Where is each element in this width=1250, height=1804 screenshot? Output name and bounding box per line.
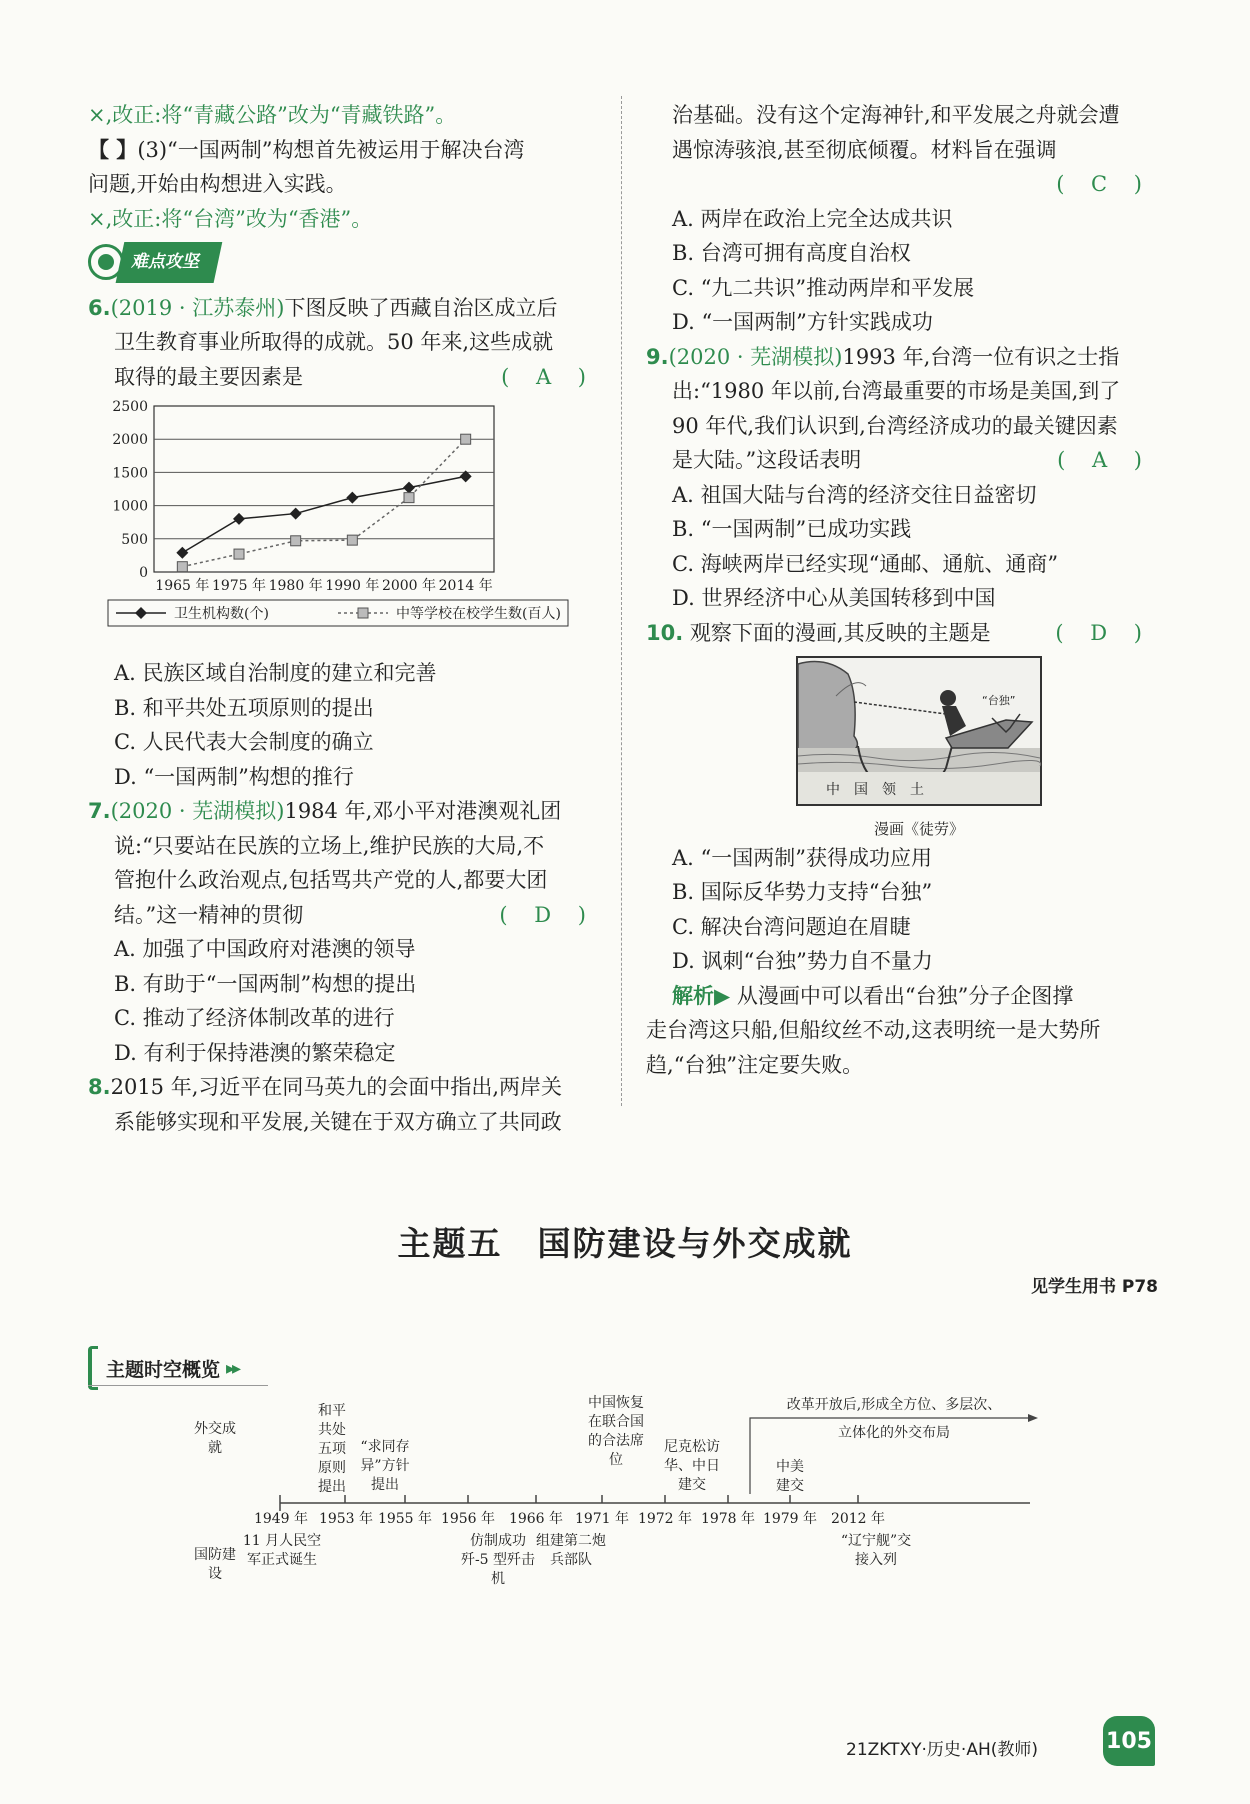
option: D. 有利于保持港澳的繁荣稳定 xyxy=(114,1040,396,1065)
option: C. 海峡两岸已经实现“通邮、通航、通商” xyxy=(672,551,1059,576)
question-text: 下图反映了西藏自治区成立后 xyxy=(284,295,558,320)
answer: ( A ) xyxy=(501,364,596,389)
question-number: 10. xyxy=(646,620,684,645)
option: D. 讽刺“台独”势力自不量力 xyxy=(672,949,933,973)
item-3 xyxy=(88,133,596,168)
question-text-with-answer xyxy=(646,443,1152,478)
question-source: (2020 · 芜湖模拟) xyxy=(110,799,285,823)
page-number: 105 xyxy=(1103,1716,1155,1766)
data-point xyxy=(346,492,358,504)
question-text: 说:“只要站在民族的立场上,维护民族的大局,不 xyxy=(114,833,545,858)
series-line xyxy=(182,476,465,552)
option: C. 推动了经济体制改革的进行 xyxy=(114,1006,395,1030)
y-tick-label: 500 xyxy=(121,531,148,548)
cartoon-image xyxy=(796,656,1042,806)
question-number: 8. xyxy=(88,1075,111,1099)
event-1978: 改革开放后,形成全方位、多层次、 xyxy=(786,1397,1002,1413)
x-tick-label: 1975 年 xyxy=(211,578,267,594)
analysis-text: 走台湾这只船,但船纹丝不动,这表明统一是大势所 xyxy=(646,1018,1101,1042)
question-text: 出:“1980 年以前,台湾最重要的市场是美国,到了 xyxy=(672,379,1121,403)
data-point xyxy=(291,536,301,546)
option: C. 解决台湾问题迫在眉睫 xyxy=(672,914,911,939)
student-book-reference: 见学生用书 P78 xyxy=(1030,1277,1158,1297)
question-text: 2015 年,习近平在同马英九的会面中指出,两岸关 xyxy=(110,1075,563,1099)
answer-line xyxy=(646,167,1152,202)
x-tick-label: 2014 年 xyxy=(438,578,493,594)
correction-1: ×,改正:将“青藏公路”改为“青藏铁路”。 xyxy=(88,103,457,127)
y-tick-label: 1000 xyxy=(112,498,148,515)
question-text: 是大陆。”这段话表明 xyxy=(672,448,862,472)
option: A. 祖国大陆与台湾的经济交往日益密切 xyxy=(672,482,1037,507)
option: B. 有助于“一国两制”构想的提出 xyxy=(114,971,417,996)
question-text: 取得的最主要因素是 xyxy=(114,364,303,389)
right-column xyxy=(646,98,1152,1082)
column-divider xyxy=(621,96,622,1106)
event-1972: 尼克松访华、中日建交 xyxy=(664,1439,720,1493)
double-chevron-icon: ▸▸ xyxy=(226,1357,239,1379)
y-tick-label: 0 xyxy=(139,565,148,581)
year-label: 1956 年 xyxy=(440,1511,496,1527)
analysis-line-1 xyxy=(646,979,1152,1014)
cartoon-caption: 漫画《徒劳》 xyxy=(873,819,964,838)
timeline xyxy=(190,1380,1070,1610)
year-label: 2012 年 xyxy=(830,1511,886,1527)
y-tick-label: 2000 xyxy=(112,432,148,449)
topic-title: 主题五 国防建设与外交成就 xyxy=(397,1224,853,1263)
question-text: 结。”这一精神的贯彻 xyxy=(114,902,304,927)
question-text: 卫生教育事业所取得的成就。50 年来,这些成就 xyxy=(114,330,554,354)
data-point xyxy=(176,547,188,559)
row-label-diplomacy: 外交成就 xyxy=(194,1421,236,1456)
question-number: 7. xyxy=(88,799,111,823)
series-line xyxy=(182,439,465,566)
option: C. “九二共识”推动两岸和平发展 xyxy=(672,275,975,300)
option: D. “一国两制”方针实践成功 xyxy=(672,310,933,334)
x-tick-label: 1980 年 xyxy=(268,578,323,594)
section-badge xyxy=(88,244,218,280)
question-text: 1993 年,台湾一位有识之士指 xyxy=(842,344,1120,369)
legend-marker xyxy=(358,608,368,618)
question-8 xyxy=(88,1070,596,1105)
answer: ( D ) xyxy=(1055,620,1152,645)
data-point xyxy=(234,549,244,559)
answer: ( C ) xyxy=(1056,172,1152,196)
question-source: (2020 · 芜湖模拟) xyxy=(668,344,843,369)
item-3-text-1: (3)“一国两制”构想首先被运用于解决台湾 xyxy=(137,137,525,162)
x-tick-label: 2000 年 xyxy=(381,578,437,594)
analysis-text: 从漫画中可以看出“台独”分子企图撑 xyxy=(736,983,1074,1008)
data-point xyxy=(461,434,471,444)
option: A. “一国两制”获得成功应用 xyxy=(672,845,932,870)
question-text: 观察下面的漫画,其反映的主题是 xyxy=(689,620,991,645)
option: C. 人民代表大会制度的确立 xyxy=(114,730,374,754)
question-text: 1984 年,邓小平对港澳观礼团 xyxy=(284,799,562,823)
event-1971: 中国恢复在联合国的合法席位 xyxy=(588,1395,644,1468)
item-3-text-2: 问题,开始由构想进入实践。 xyxy=(88,172,347,196)
year-label: 1966 年 xyxy=(508,1511,564,1527)
section-badge-label: 难点攻坚 xyxy=(116,242,223,283)
event-1955: “求同存异”方针提出 xyxy=(360,1439,410,1493)
question-source: (2019 · 江苏泰州) xyxy=(110,295,285,320)
question-7 xyxy=(88,794,596,829)
option: A. 民族区域自治制度的建立和完善 xyxy=(114,661,437,685)
option: A. 加强了中国政府对港澳的领导 xyxy=(114,937,416,961)
event-1949: 11 月人民空军正式诞生 xyxy=(242,1533,322,1568)
question-text: 90 年代,我们认识到,台湾经济成功的最关键因素 xyxy=(672,413,1118,438)
data-point xyxy=(403,482,415,494)
year-label: 1953 年 xyxy=(318,1511,374,1527)
event-1978-cont: 立体化的外交布局 xyxy=(838,1425,950,1441)
question-9 xyxy=(646,340,1152,375)
option: D. 世界经济中心从美国转移到中国 xyxy=(672,586,996,610)
year-label: 1978 年 xyxy=(700,1511,756,1527)
year-label: 1971 年 xyxy=(574,1511,630,1527)
chart-svg xyxy=(88,398,588,650)
question-text-with-answer xyxy=(88,360,596,395)
option: B. “一国两制”已成功实践 xyxy=(672,517,912,541)
option: B. 台湾可拥有高度自治权 xyxy=(672,241,911,265)
year-label: 1955 年 xyxy=(377,1511,433,1527)
data-point xyxy=(177,562,187,572)
footer-code: 21ZKTXY·历史·AH(教师) xyxy=(846,1740,1039,1760)
option: A. 两岸在政治上完全达成共识 xyxy=(672,206,953,231)
question-text: 遇惊涛骇浪,甚至彻底倾覆。材料旨在强调 xyxy=(672,137,1057,162)
option: B. 国际反华势力支持“台独” xyxy=(672,880,933,904)
event-1956: 仿制成功歼-5 型歼击机 xyxy=(460,1533,536,1587)
plot-area xyxy=(154,406,494,572)
question-6 xyxy=(88,291,596,326)
data-point xyxy=(290,508,302,520)
row-label-defense: 国防建设 xyxy=(194,1547,236,1582)
answer: ( D ) xyxy=(499,902,596,927)
year-label: 1972 年 xyxy=(637,1511,693,1527)
cartoon-label-taidu: “台独” xyxy=(982,694,1016,707)
event-1966: 组建第二炮兵部队 xyxy=(536,1533,606,1568)
overview-label: 主题时空概览 xyxy=(106,1358,221,1381)
cartoon xyxy=(796,656,1042,841)
x-tick-label: 1990 年 xyxy=(325,578,380,594)
line-chart xyxy=(88,398,588,650)
event-1953: 和平共处五项原则提出 xyxy=(318,1403,346,1495)
bracket-icon xyxy=(88,1346,98,1390)
question-number: 9. xyxy=(646,344,669,369)
question-10 xyxy=(646,616,1152,651)
data-point xyxy=(404,493,414,503)
y-tick-label: 1500 xyxy=(112,465,148,482)
option: B. 和平共处五项原则的提出 xyxy=(114,695,374,720)
legend-marker xyxy=(135,607,147,619)
data-point xyxy=(347,535,357,545)
year-label: 1949 年 xyxy=(253,1511,309,1527)
left-column xyxy=(88,98,596,1139)
question-text: 系能够实现和平发展,关键在于双方确立了共同政 xyxy=(114,1109,562,1134)
correction-2: ×,改正:将“台湾”改为“香港”。 xyxy=(88,206,373,231)
year-label: 1979 年 xyxy=(762,1511,818,1527)
event-1979: 中美建交 xyxy=(776,1459,804,1494)
answer: ( A ) xyxy=(1057,448,1152,472)
question-text: 管抱什么政治观点,包括骂共产党的人,都要大团 xyxy=(114,868,548,892)
question-text-with-answer xyxy=(88,898,596,933)
data-point xyxy=(233,513,245,525)
option: D. “一国两制”构想的推行 xyxy=(114,764,354,789)
item-3-bracket: 【 】 xyxy=(88,136,138,162)
event-2012: “辽宁舰”交接入列 xyxy=(840,1533,912,1568)
question-text: 治基础。没有这个定海神针,和平发展之舟就会遭 xyxy=(672,103,1120,127)
y-tick-label: 2500 xyxy=(112,399,148,415)
question-number: 6. xyxy=(88,295,111,320)
legend-label: 卫生机构数(个) xyxy=(174,606,269,622)
analysis-tag: 解析▶ xyxy=(672,982,731,1008)
x-tick-label: 1965 年 xyxy=(155,578,210,594)
analysis-text: 趋,“台独”注定要失败。 xyxy=(646,1052,864,1077)
cartoon-label-land: 中 国 领 土 xyxy=(826,782,924,798)
legend-label: 中等学校在校学生数(百人) xyxy=(396,606,561,622)
